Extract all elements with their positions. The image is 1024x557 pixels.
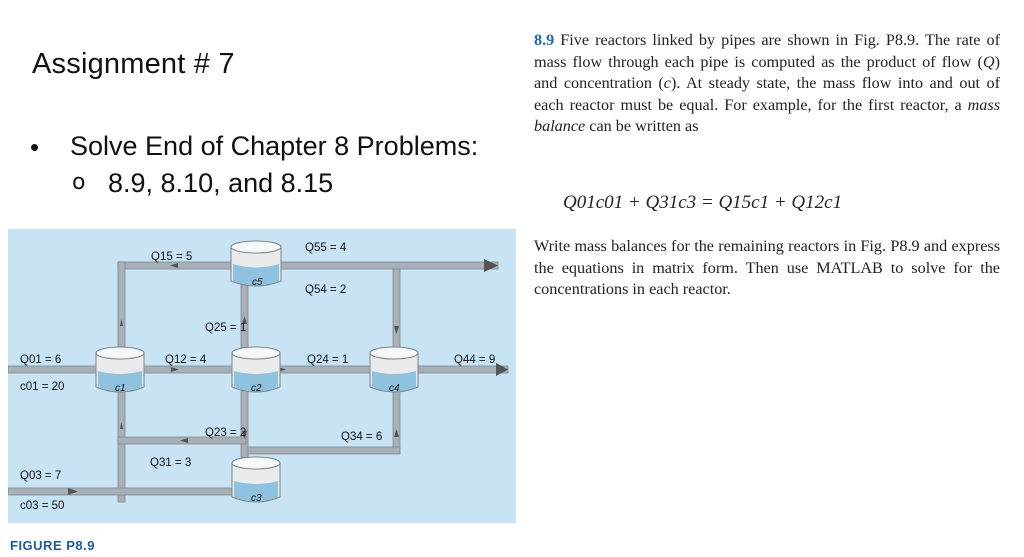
label-q24: Q24 = 1 (307, 354, 349, 366)
reactor-c2 (232, 347, 280, 394)
label-q55: Q55 = 4 (305, 242, 347, 254)
mass-balance-emphasis: mass balance (534, 95, 1000, 136)
mass-balance-equation: Q01c01 + Q31c3 = Q15c1 + Q12c1 (563, 192, 843, 213)
problem-instructions: Write mass balances for the remaining reactors in Fig. P8.9 and express the equations in matrix form. Then use MATLAB to solve for the concentrations in each reactor. (534, 237, 1000, 299)
label-q01: Q01 = 6 (20, 354, 62, 366)
bullet-text: Solve End of Chapter 8 Problems: (70, 131, 479, 161)
label-q15: Q15 = 5 (151, 251, 193, 263)
reactor-c5 (231, 241, 281, 288)
problem-number: 8.9 (534, 31, 555, 49)
figure-caption: FIGURE P8.9 (10, 538, 95, 553)
reactor-label-c4: c4 (389, 383, 400, 394)
label-q12: Q12 = 4 (165, 354, 207, 366)
sub-bullet-text: 8.9, 8.10, and 8.15 (108, 168, 334, 198)
assignment-title: Assignment # 7 (32, 48, 235, 80)
problem-text-c: ). At steady state, the mass flow into and out of each reactor must be equal. For example, for the first reactor, a (534, 74, 1001, 114)
reactor-label-c1: c1 (115, 383, 126, 394)
c-symbol: c (663, 74, 671, 93)
label-q25: Q25 = 1 (205, 322, 247, 334)
reactor-figure (8, 229, 516, 523)
label-c01: c01 = 20 (20, 381, 65, 393)
problem-text-d: can be written as (585, 117, 699, 136)
problem-text-b: ) and concentration ( (534, 52, 1000, 93)
bullet-dot: • (30, 132, 40, 162)
reactor-diagram (8, 229, 516, 523)
label-q44: Q44 = 9 (454, 354, 496, 366)
sub-bullet-circle: o (72, 170, 86, 195)
label-q54: Q54 = 2 (305, 284, 347, 296)
reactor-label-c3: c3 (251, 493, 262, 504)
label-q03: Q03 = 7 (20, 470, 62, 482)
label-c03: c03 = 50 (20, 500, 65, 512)
reactor-c1 (96, 347, 144, 394)
reactor-c3 (232, 457, 280, 504)
reactor-label-c5: c5 (252, 277, 263, 288)
reactor-c4 (370, 347, 418, 394)
problem-text-a: Five reactors linked by pipes are shown in Fig. P8.9. The rate of mass flow through each pipe is computed as the product of flow ( (534, 31, 1000, 71)
reactor-label-c2: c2 (251, 383, 262, 394)
label-q34: Q34 = 6 (341, 431, 383, 443)
q-symbol: Q (982, 52, 995, 71)
label-q23: Q23 = 2 (205, 427, 247, 439)
problem-statement (534, 30, 1000, 138)
label-q31: Q31 = 3 (150, 457, 192, 469)
